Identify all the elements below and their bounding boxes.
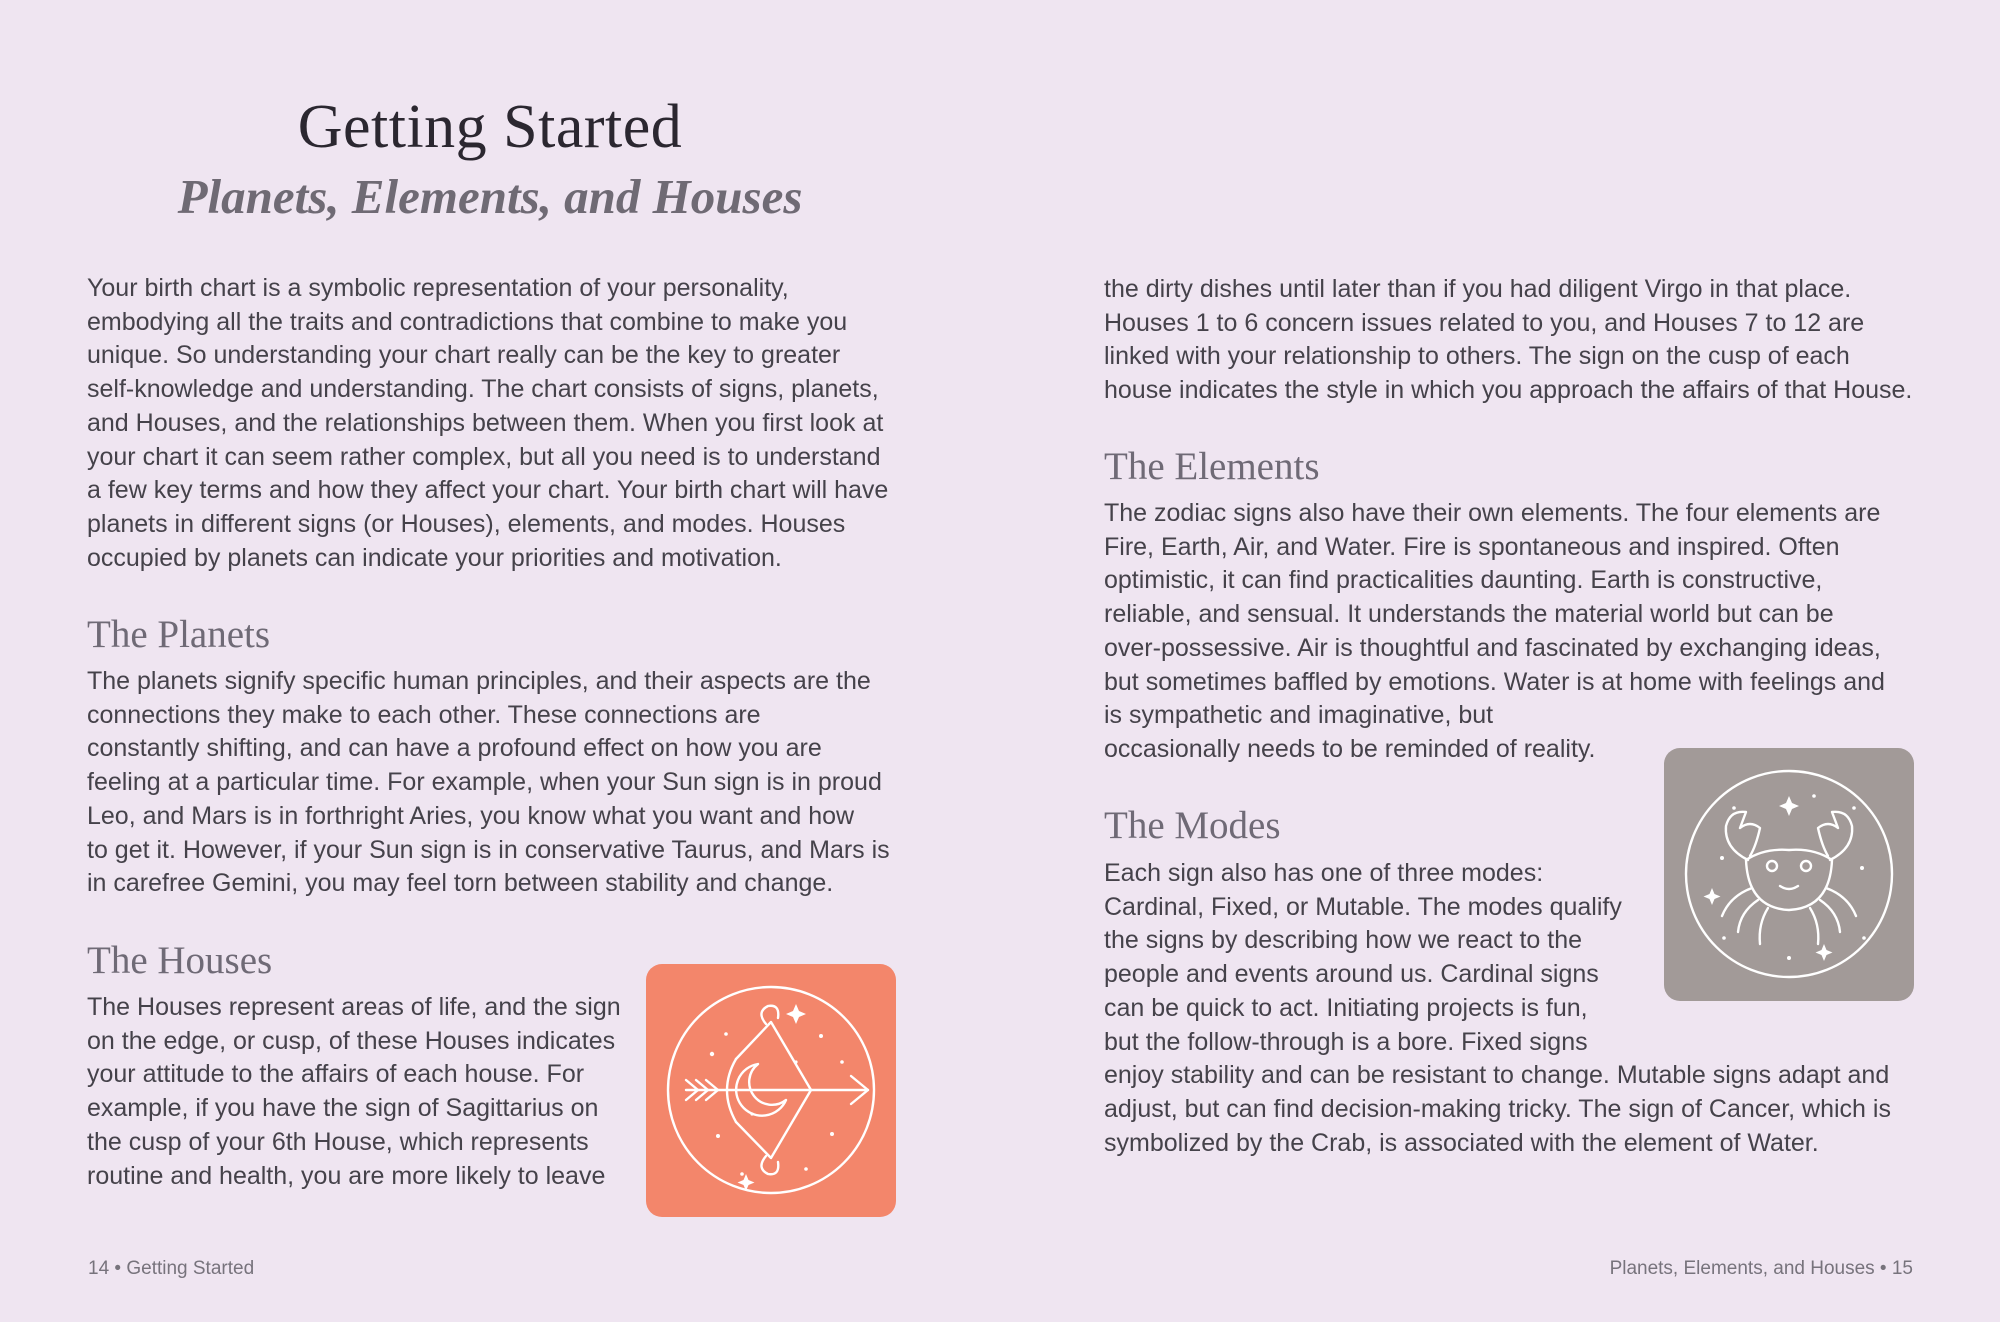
text-line: connections they make to each other. These connections are <box>87 700 761 729</box>
text-line: Each sign also has one of three modes: <box>1104 859 1544 887</box>
text-line: and Houses, and the relationships between them. When you first look at <box>87 408 884 437</box>
text-line: Your birth chart is a symbolic representation of your personality, <box>87 274 789 302</box>
houses-paragraph <box>87 991 621 1193</box>
houses-heading: The Houses <box>87 939 273 982</box>
text-line: The zodiac signs also have their own elements. The four elements are <box>1104 499 1881 527</box>
text-line: over-possessive. Air is thoughtful and fascinated by exchanging ideas, <box>1104 633 1881 662</box>
text-line: Fire, Earth, Air, and Water. Fire is spontaneous and inspired. Often <box>1104 532 1840 561</box>
text-line: Cardinal, Fixed, or Mutable. The modes qualify <box>1104 892 1622 921</box>
houses-continued-paragraph <box>1104 273 1912 408</box>
text-line: enjoy stability and can be resistant to change. Mutable signs adapt and <box>1104 1061 1890 1090</box>
text-line: The planets signify specific human principles, and their aspects are the <box>87 667 871 695</box>
modes-heading: The Modes <box>1104 804 1281 847</box>
text-line: a few key terms and how they affect your chart. Your birth chart will have <box>87 476 889 505</box>
text-line: Leo, and Mars is in forthright Aries, you know what you want and how <box>87 801 855 830</box>
footer-left: 14 • Getting Started <box>88 1258 255 1279</box>
planets-heading: The Planets <box>87 613 271 656</box>
text-line: Houses 1 to 6 concern issues related to you, and Houses 7 to 12 are <box>1104 308 1865 337</box>
text-line: reliable, and sensual. It understands the material world but can be <box>1104 600 1834 629</box>
text-line: but sometimes baffled by emotions. Water is at home with feelings and <box>1104 667 1885 696</box>
elements-heading: The Elements <box>1104 445 1320 488</box>
elements-paragraph <box>1104 497 1885 767</box>
cancer-icon <box>1664 748 1914 1001</box>
intro-paragraph <box>87 272 888 575</box>
text-line: occasionally needs to be reminded of reality. <box>1104 734 1596 763</box>
text-line: linked with your relationship to others. The sign on the cusp of each <box>1104 342 1850 371</box>
planets-paragraph <box>87 665 890 901</box>
text-line: The Houses represent areas of life, and the sign <box>87 993 621 1021</box>
text-line: can be quick to act. Initiating projects is fun, <box>1104 993 1588 1022</box>
text-line: the cusp of your 6th House, which represents <box>87 1127 589 1156</box>
text-line: on the edge, or cusp, of these Houses indicates <box>87 1026 616 1055</box>
text-line: feeling at a particular time. For example, when your Sun sign is in proud <box>87 768 882 797</box>
text-line: unique. So understanding your chart really can be the key to greater <box>87 341 841 370</box>
text-line: example, if you have the sign of Sagittarius on <box>87 1094 599 1123</box>
text-line: constantly shifting, and can have a profound effect on how you are <box>87 734 822 763</box>
text-line: embodying all the traits and contradictions that combine to make you <box>87 307 848 336</box>
text-line: optimistic, it can find practicalities daunting. Earth is constructive, <box>1104 566 1823 595</box>
text-line: people and events around us. Cardinal signs <box>1104 960 1599 989</box>
text-line: house indicates the style in which you approach the affairs of that House. <box>1104 376 1913 405</box>
text-line: the dirty dishes until later than if you had diligent Virgo in that place. <box>1104 275 1852 303</box>
text-line: but the follow-through is a bore. Fixed signs <box>1104 1027 1588 1056</box>
text-line: occupied by planets can indicate your priorities and motivation. <box>87 543 782 572</box>
text-line: in carefree Gemini, you may feel torn between stability and change. <box>87 869 834 898</box>
footer-right: Planets, Elements, and Houses • 15 <box>1609 1258 1913 1279</box>
text-line: planets in different signs (or Houses), elements, and modes. Houses <box>87 509 846 538</box>
page-title: Getting Started <box>297 93 683 161</box>
text-line: to get it. However, if your Sun sign is in conservative Taurus, and Mars is <box>87 835 890 864</box>
text-line: the signs by describing how we react to the <box>1104 926 1583 955</box>
text-line: is sympathetic and imaginative, but <box>1104 701 1494 730</box>
text-line: your chart it can seem rather complex, but all you need is to understand <box>87 442 881 471</box>
text-line: symbolized by the Crab, is associated with the element of Water. <box>1104 1128 1819 1157</box>
page-subtitle: Planets, Elements, and Houses <box>177 169 803 224</box>
text-line: your attitude to the affairs of each house. For <box>87 1060 585 1089</box>
text-line: self-knowledge and understanding. The chart consists of signs, planets, <box>87 375 879 404</box>
text-line: adjust, but can find decision-making tricky. The sign of Cancer, which is <box>1104 1094 1891 1123</box>
text-line: routine and health, you are more likely to leave <box>87 1161 606 1190</box>
sagittarius-icon <box>646 964 896 1217</box>
